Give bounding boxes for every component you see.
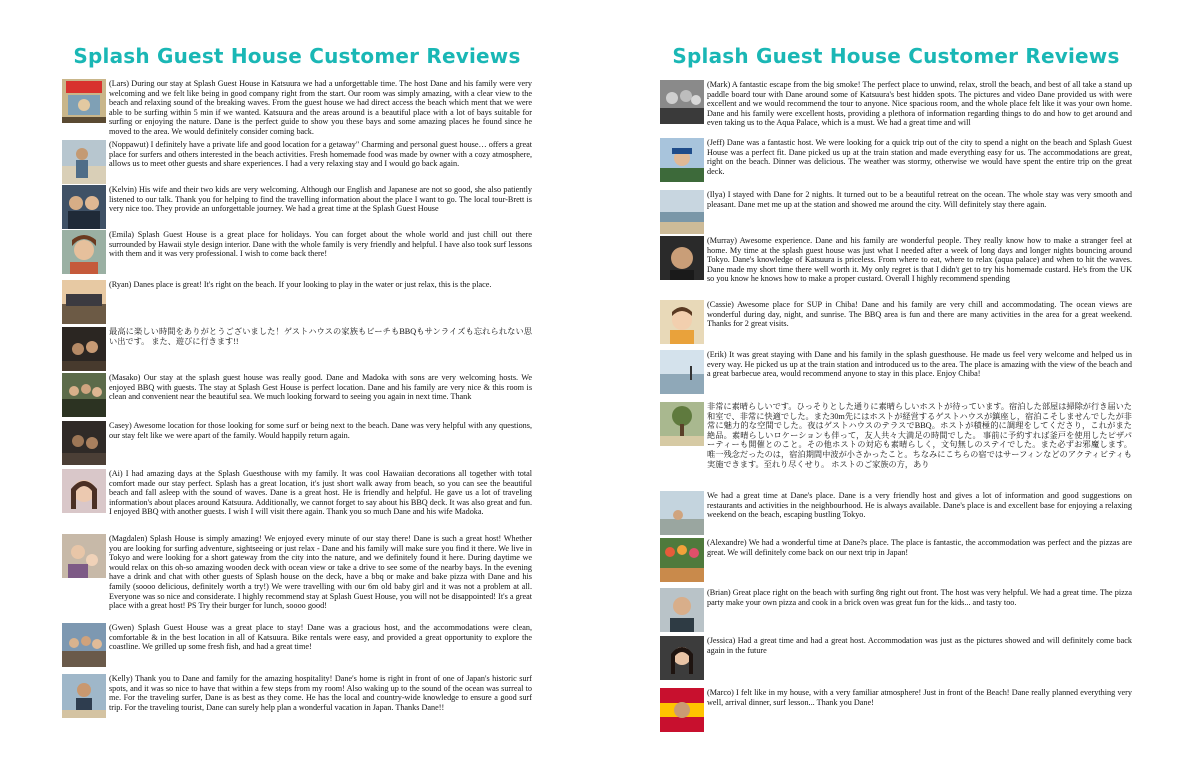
review-text: (Erik) It was great staying with Dane and his family in the splash guesthouse. He made us feel very welcome and helped us in every way. He picked us up at the train station and introduced us to the area. The place is amazing with the view of the beach and a great barbecue area, would recommend anyone to stay in this place. Enjoy Chiba!	[707, 350, 1132, 379]
avatar-photo	[660, 636, 704, 680]
review-text: (Cassie) Awesome place for SUP in Chiba! Dane and his family are very chill and accommodating. The ocean views are wonderful during day, night, and sunrise. The BBQ area is fun and there are many activities in the area for a great weekend. Thanks for 2 great visits.	[707, 300, 1132, 329]
review-ryan	[62, 280, 532, 327]
review-cassie	[660, 300, 1132, 350]
avatar-photo	[62, 373, 106, 417]
review-text: 非常に素晴らしいです。ひっそりとした通りに素晴らしいホストが待っています。宿泊した部屋は掃除が行き届いた和室で、非常に快適でした。また30m先にはホストが経営するゲストハウスが鎮座し，宿泊こそしませんでしたが非常に魅力的な空間でした。夜はゲストハウスのテラスでBBQ。ホストが積極的に調理をしてくださり，これがまた絶品。素晴らしいロケーションも伴って，友人共々大満足の時間でした。 事前に予約すれば釜戸を使用したピザパーティーも開催とのこと。その他ホストの対応も素晴らしく，文句無しのステイでした。また必ずお邪魔します。 唯一残念だったのは，宿泊期間中波が小さかったこと。ちなみにこちらの宿ではサーフィンなどのアクティビティも実施できます。至れり尽くせり。 ホストのご家族の方，あり	[707, 402, 1132, 469]
review-text: We had a great time at Dane's place. Dane is a very friendly host and gives a lot of information and good suggestions on restaurants and activities in the neighbourhood. He is always available. Dane's place is and excellent base for enjoying a relaxing weekend on the beach, escaping bustling Tokyo.	[707, 491, 1132, 520]
right-page	[660, 0, 1132, 734]
review-brian	[660, 588, 1132, 636]
avatar-photo	[62, 674, 106, 718]
review-text: (Gwen) Splash Guest House was a great place to stay! Dane was a gracious host, and the accommodations were clean, comfortable & in the best location in all of Katsuura. Bike rentals were easy, and provided a great opportunity to explore the coastline. We grilled up some fresh fish, and had a great time!	[109, 623, 532, 652]
review-text: 最高に楽しい時間をありがとうございました！ゲストハウスの家族もビーチもBBQもサンライズも忘れられない思い出です。 また、遊びに行きます!!	[109, 327, 532, 346]
avatar-photo	[660, 190, 704, 234]
review-emila	[62, 230, 532, 280]
avatar-photo	[62, 534, 106, 578]
review-text: (Ai) I had amazing days at the Splash Guesthouse with my family. It was cool Hawaiian decorations all together with total comfort made our stay perfect. Splash has a great location, it's just short walk away from beach, so you can see the beautiful beach and fall asleep with the sound of waves. Dane is a great host. He is friendly and helpful. He gave us a lot of traveling information's about places around Katsuura. Additionally, we cannot forget to say about his BBQ deck. It was also great and fun. I enjoyed BBQ with another guests. I wish I will visit there again. Thank you so much Dane and his wife Madoka.	[109, 469, 532, 517]
review-magdalen	[62, 534, 532, 623]
review-text: (Jessica) Had a great time and had a great host. Accommodation was just as the pictures showed and will definitely come back again in the future	[707, 636, 1132, 655]
review-kelly	[62, 674, 532, 722]
review-text: (Ryan) Danes place is great! It's right on the beach. If your looking to play in the water or just relax, this is the place.	[109, 280, 492, 289]
review-lars	[62, 79, 532, 140]
review-text: (Emila) Splash Guest House is a great place for holidays. You can forget about the whole world and just chill out there surrounded by Hawaii style design interior. Dane with the whole family is very friendly and helpful. I have also took surf lessons with them and it was very professional. I wish to come back there!	[109, 230, 532, 259]
avatar-photo	[660, 538, 704, 582]
review-gwen	[62, 623, 532, 674]
review-text: (Mark) A fantastic escape from the big smoke! The perfect place to unwind, relax, stroll the beach, and best of all take a stand up paddle board tour with Dane around some of Katsuura's best hidden spots. The pictures and video Dane provided us with were excellent and we would recommend the tour to anyone. Nice spacious room, and the whole place felt like it was your own home. Dane and his family were excellent hosts, providing a plethora of information regarding things to do and how to get around and even taking us to the Aqua Palace, which is a must. We had a great time and will	[707, 80, 1132, 128]
review-marco	[660, 688, 1132, 734]
review-text: (Kelvin) His wife and their two kids are very welcoming. Although our English and Japanese are not so good, she also patiently listened to our talk. Thank you for helping to find the travelling information about the place I want to go. The local tour-Brett is very nice too. They provide an unforgettable journey. We had a great time at the Splash Guest House	[109, 185, 532, 214]
review-text: (Lars) During our stay at Splash Guest House in Katsuura we had a unforgettable time. The host Dane and his family were very welcoming and we felt like being in good company right from the start. Our room was simply amazing, with a clear view to the beach and relaxing sound of the breaking waves. From the guest house we had direct access the beach which ment that we were able to be surfing within 5 min if we wanted. Katsuura and the areas around is a beautiful place with a lot of bays suitable for surfing or enjoying the nature. Dane is the perfect guide to show you these bays and some amazing places he found since he moved to the area. We would definitely consider coming back.	[109, 79, 532, 136]
avatar-photo	[660, 588, 704, 632]
review-noppawut	[62, 140, 532, 185]
review-ilya	[660, 190, 1132, 236]
review-mark	[660, 80, 1132, 138]
avatar-photo	[660, 138, 704, 182]
review-masako	[62, 373, 532, 421]
avatar-photo	[62, 327, 106, 371]
avatar-photo	[62, 230, 106, 274]
review-ai	[62, 469, 532, 534]
review-text: (Jeff) Dane was a fantastic host. We were looking for a quick trip out of the city to spend a night on the beach and Splash Guest House was a perfect fit. Dane picked us up at the train station and made everything easy for us. The accommodations are great, right on the beach. Dinner was delicious. The weather was stormy, otherwise we would have spent the entire trip on the great deck.	[707, 138, 1132, 176]
review-text: (Alexandre) We had a wonderful time at Dane?s place. The place is fantastic, the accommodation was perfect and the pizzas are great. We will definitely come back on our next trip in Japan!	[707, 538, 1132, 557]
review-text: (Kelly) Thank you to Dane and family for the amazing hospitality! Dane's home is right in front of one of Japan's historic surf spots, and it was so nice to have that within a few steps from my room! Also waking up to the sound of the ocean was surreal to me. For the traveling surfer, Dane is as best as they come. He has the local and country-wide knowledge to ensure a good surf trip. For the traveling tourist, Dane can surely help plan a wonderful vacation in Japan. Thanks Dane!!	[109, 674, 532, 712]
review-text: (Masako) Our stay at the splash guest house was really good. Dane and Madoka with sons are very welcoming hosts. We enjoyed BBQ with guests. The stay at Splash Gest House is perfect location. Dane and his family are very nice & this room is clean and convenient near the beautiful sea. We much looking forward to seeing you again in next time. Thank	[109, 373, 532, 402]
review-casey	[62, 421, 532, 469]
review-jessica	[660, 636, 1132, 688]
avatar-photo	[660, 402, 704, 446]
avatar-photo	[660, 491, 704, 535]
review-text: (Ilya) I stayed with Dane for 2 nights. It turned out to be a beautiful retreat on the ocean. The whole stay was very smooth and pleasant. Dane met me up at the station and showed me around the city. Will definitely stay there again.	[707, 190, 1132, 209]
review-text: (Brian) Great place right on the beach with surfing 8ng right out front. The host was very helpful. We had a great time. The pizza party make your own pizza and cook in a brick oven was great fun for the kids... and tasty too.	[707, 588, 1132, 607]
avatar-photo	[660, 688, 704, 732]
page-title: Splash Guest House Customer Reviews	[73, 44, 521, 68]
review-text: (Magdalen) Splash House is simply amazing! We enjoyed every minute of our stay there! Dane is such a great host! Whether you are looking for surfing adventure, sightseeing or just relax - Dane and his family will make sure you find it there. We live in Tokyo and were looking for a short gateway from the city into the nature, and we definitely found it here. During daytime we would relax on this oh-so amazing wooden deck with ocean view or take a drive to see some of the nearby bays. In the evening have a drink and chat with other guests of Splash house on the deck, have a bbq or make and bake pizza with Dane and his family (soooo delicious, definitely worth a try!) We were travelling with our 6m old baby girl and it was not a problem at all. Everyone was so nice and considerate. I highly recommend stay at Splash Guest House, you will not be disappointed! It's a great place with a great host! PS Try their burger for lunch, soooo good!	[109, 534, 532, 611]
avatar-photo	[660, 350, 704, 394]
review-text: (Noppawut) I definitely have a private life and good location for a getaway" Charming and personal guest house… offers a great place for surfers and others interested in the beach activities. Fresh homemade food was made by owner with a cozy atmosphere, allows us to meet other guests and share experiences. I had a very relaxing stay and I would go back again.	[109, 140, 532, 169]
review-text: Casey) Awesome location for those looking for some surf or being next to the beach. Dane was very helpful with any questions, our stay felt like we were apart of the family. Would happily return again.	[109, 421, 532, 440]
review-japanese-2	[660, 402, 1132, 491]
avatar-photo	[660, 300, 704, 344]
left-page	[62, 0, 532, 722]
review-text: (Murray) Awesome experience. Dane and his family are wonderful people. They really know how to make a stranger feel at home. My time at the splash guest house was just what I needed after a week of long days and longer nights bouncing around Tokyo. Dane's knowledge of Katsuura is priceless. From where to eat, where to relax (aqua palace) and when to hit the waves. Dane made my short time there well worth it. My only regret is that I didn't get to try his homemade custard. He's from the UK so you know he knows how to make a proper custard. Overall I highly recommend spending	[707, 236, 1132, 284]
review-jeff	[660, 138, 1132, 190]
page-title: Splash Guest House Customer Reviews	[672, 44, 1120, 68]
avatar-photo	[660, 80, 704, 124]
avatar-photo	[62, 280, 106, 324]
avatar-photo	[62, 469, 106, 513]
avatar-photo	[62, 79, 106, 123]
review-murray	[660, 236, 1132, 300]
avatar-photo	[62, 623, 106, 667]
review-kelvin	[62, 185, 532, 230]
avatar-photo	[660, 236, 704, 280]
review-text: (Marco) I felt like in my house, with a very familiar atmosphere! Just in front of the Beach! Dane really planned everything very well, arrival dinner, surf lesson... Thank you Dane!	[707, 688, 1132, 707]
avatar-photo	[62, 140, 106, 184]
avatar-photo	[62, 185, 106, 229]
avatar-photo	[62, 421, 106, 465]
review-erik	[660, 350, 1132, 402]
review-danes-place	[660, 491, 1132, 538]
review-alexandre	[660, 538, 1132, 588]
review-japanese-1	[62, 327, 532, 373]
